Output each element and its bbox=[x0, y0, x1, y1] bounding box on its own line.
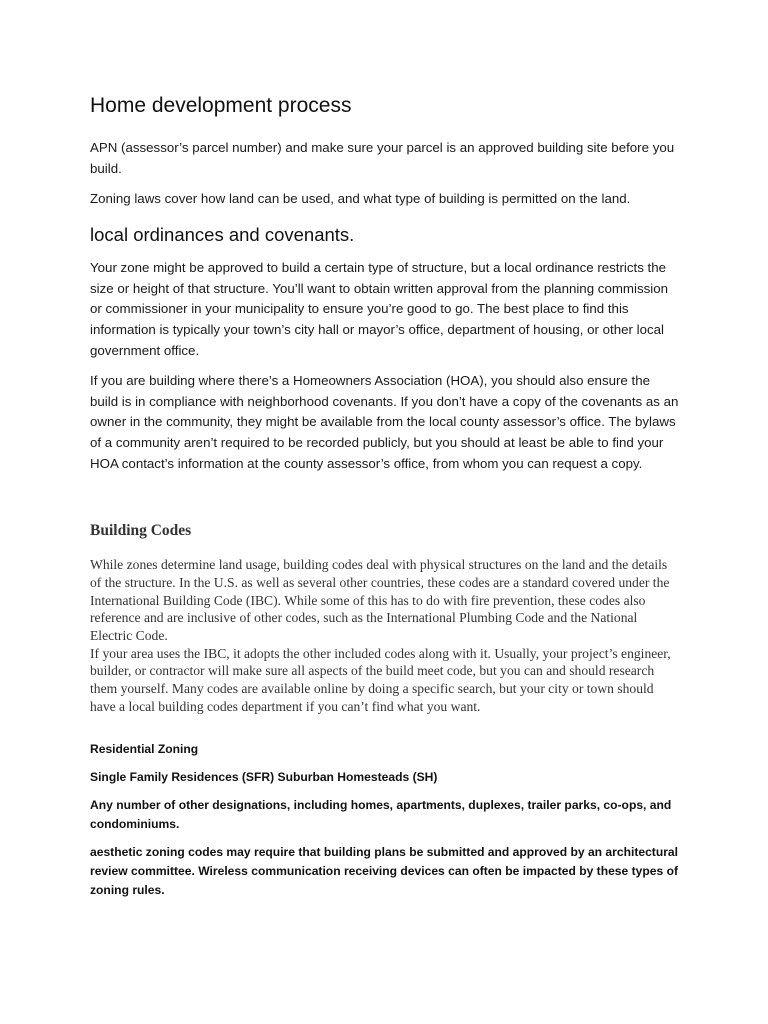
paragraph-apn: APN (assessor’s parcel number) and make sure your parcel is an approved building site before you build. bbox=[90, 140, 675, 176]
paragraph-aesthetic-codes: aesthetic zoning codes may require that building plans be submitted and approved by an architectural review committee. Wireless communication receiving devices can often be impacted by these types of zoning rules. bbox=[90, 845, 679, 898]
heading-local-ordinances: local ordinances and covenants. bbox=[90, 223, 355, 245]
paragraph-local-ordinance: Your zone might be approved to build a certain type of structure, but a local ordinance restricts the size or height of that structure. You’ll want to obtain written approval from the planning commission or commissioner in your municipality to ensure you’re good to go. The best place to find this information is typically your town’s city hall or mayor’s office, department of housing, or other local government office. bbox=[90, 260, 668, 358]
page-title: Home development process bbox=[90, 94, 352, 117]
paragraph-zoning-laws: Zoning laws cover how land can be used, and what type of building is permitted on the land. bbox=[90, 191, 631, 207]
heading-residential-zoning: Residential Zoning bbox=[90, 742, 199, 757]
paragraph-sfr-sh: Single Family Residences (SFR) Suburban Homesteads (SH) bbox=[90, 770, 438, 785]
paragraph-designations: Any number of other designations, including homes, apartments, duplexes, trailer parks, co-ops, and condominiums. bbox=[90, 798, 672, 832]
paragraph-building-codes: While zones determine land usage, building codes deal with physical structures on the land and the details of the structure. In the U.S. as well as several other countries, these codes are a standard covered under the International Building Code (IBC). While some of this has to do with fire prevention, these codes also reference and are inclusive of other codes, such as the International Plumbing Code and the National Electric Code. bbox=[90, 557, 670, 643]
paragraph-hoa: If you are building where there’s a Homeowners Association (HOA), you should also ensure the build is in compliance with neighborhood covenants. If you don’t have a copy of the covenants as an owner in the community, they might be available from the local county assessor’s office. The bylaws of a community aren’t required to be recorded publicly, but you should at least be able to find your HOA contact’s information at the county assessor’s office, from whom you can request a copy. bbox=[90, 373, 679, 471]
heading-building-codes: Building Codes bbox=[90, 522, 192, 540]
paragraph-ibc: If your area uses the IBC, it adopts the other included codes along with it. Usually, your project’s engineer, builder, or contractor will make sure all aspects of the build meet code, but you can and should research them yourself. Many codes are available online by doing a specific search, but your city or town should have a local building codes department if you can’t find what you want. bbox=[90, 645, 671, 714]
